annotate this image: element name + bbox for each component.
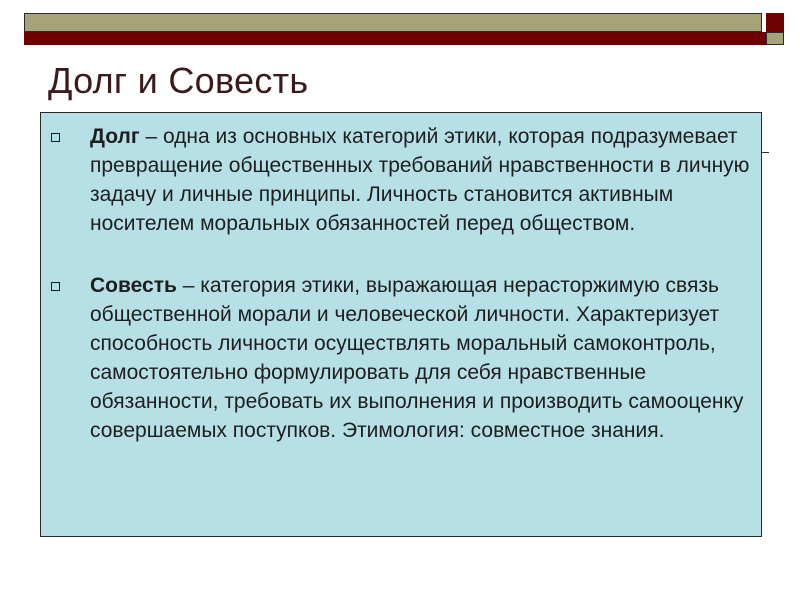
hollow-square-bullet-icon: [51, 133, 60, 142]
header-bar-olive: [24, 13, 762, 32]
header-corner-square-olive: [766, 32, 784, 45]
bullet-term: Долг: [90, 125, 140, 148]
bullet-text: [90, 271, 755, 445]
content-box: [40, 112, 762, 537]
hollow-square-bullet-icon: [51, 282, 60, 291]
header-bar-maroon: [24, 32, 766, 45]
header-corner-square-maroon: [766, 13, 784, 32]
bullet-text: [90, 122, 755, 238]
decorative-rule: [762, 152, 769, 153]
slide-title: Долг и Совесть: [48, 60, 309, 101]
bullet-term: Совесть: [90, 274, 177, 297]
bullet-definition: – одна из основных категорий этики, которая подразумевает превращение общественных требований нравственности в личную задачу и личные принципы. Личность становится активным носителем моральных обязанностей перед обществом.: [90, 125, 750, 235]
bullet-definition: – категория этики, выражающая нерасторжимую связь общественной морали и человеческой личности. Характеризует способность личности осуществлять моральный самоконтроль, самостоятельно формулировать для себя нравственные обязанности, требовать их выполнения и производить самооценку совершаемых поступков. Этимология: совместное знания.: [90, 274, 744, 442]
